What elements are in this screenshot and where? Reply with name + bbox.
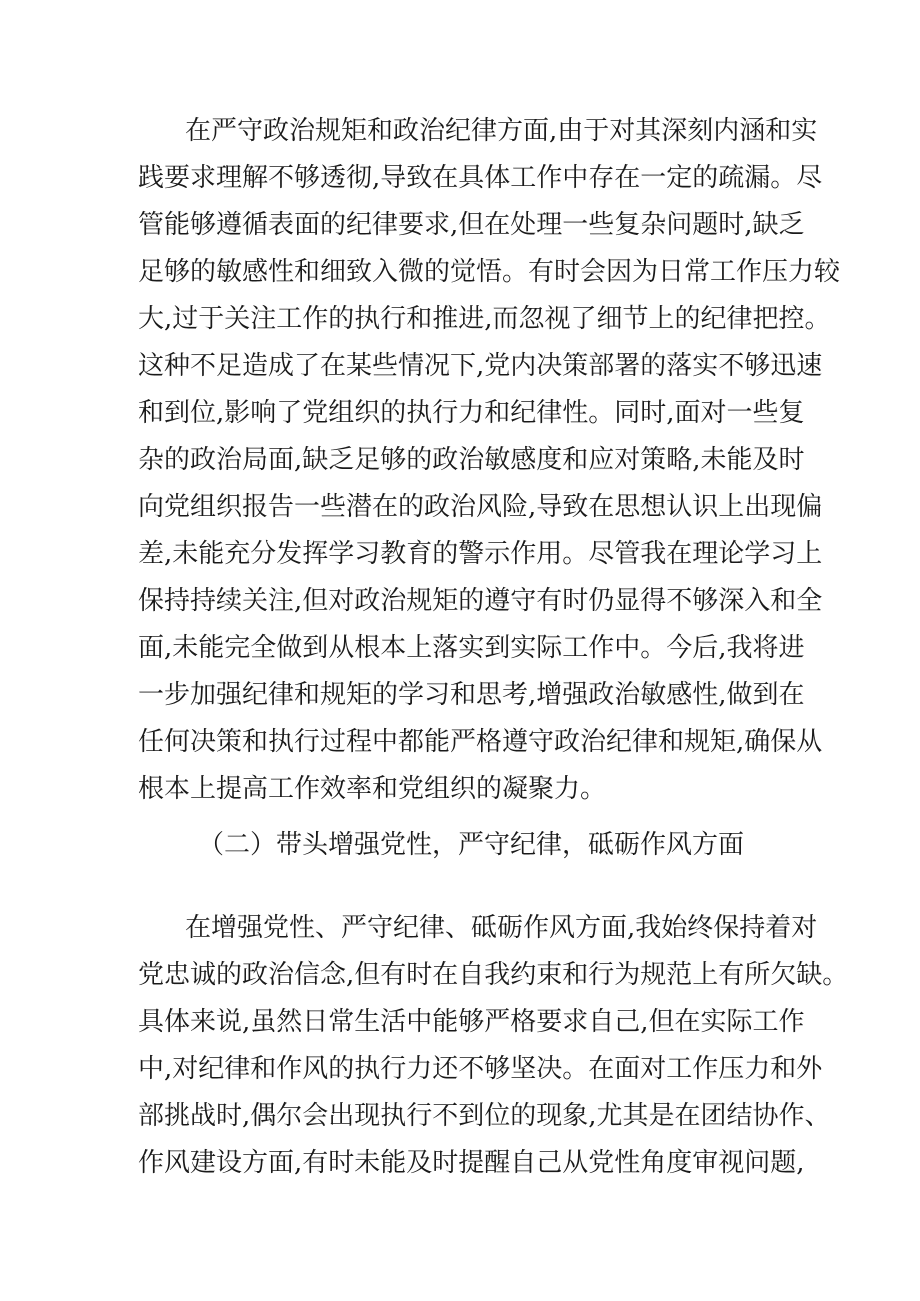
text-line: 在严守政治规矩和政治纪律方面,由于对其深刻内涵和实 bbox=[185, 116, 818, 146]
text-line: 部挑战时,偶尔会出现执行不到位的现象,尤其是在团结协作、 bbox=[138, 1101, 831, 1131]
paragraph-2-line bbox=[0, 1002, 920, 1042]
paragraph-2-line bbox=[0, 1049, 920, 1089]
text-line: 中,对纪律和作风的执行力还不够坚决。在面对工作压力和外 bbox=[138, 1054, 823, 1084]
text-line: 在增强党性、严守纪律、砥砺作风方面,我始终保持着对 bbox=[185, 913, 818, 943]
text-line: 面,未能完全做到从根本上落实到实际工作中。今后,我将进 bbox=[138, 633, 805, 663]
text-line: 管能够遵循表面的纪律要求,但在处理一些复杂问题时,缺乏 bbox=[138, 210, 805, 240]
paragraph-1-line bbox=[0, 487, 920, 527]
paragraph-1-line bbox=[0, 299, 920, 339]
text-line: 践要求理解不够透彻,导致在具体工作中存在一定的疏漏。尽 bbox=[138, 163, 823, 193]
paragraph-2-line bbox=[0, 1143, 920, 1183]
text-line: 一步加强纪律和规矩的学习和思考,增强政治敏感性,做到在 bbox=[138, 680, 805, 710]
paragraph-1-line bbox=[0, 675, 920, 715]
text-line: 任何决策和执行过程中都能严格遵守政治纪律和规矩,确保从 bbox=[138, 727, 823, 757]
paragraph-1-line bbox=[0, 252, 920, 292]
text-line: 保持持续关注,但对政治规矩的遵守有时仍显得不够深入和全 bbox=[138, 586, 823, 616]
paragraph-1-line bbox=[0, 346, 920, 386]
paragraph-1-line bbox=[0, 534, 920, 574]
paragraph-2-line bbox=[0, 1096, 920, 1136]
text-line: 差,未能充分发挥学习教育的警示作用。尽管我在理论学习上 bbox=[138, 539, 823, 569]
section-heading bbox=[0, 825, 920, 865]
paragraph-1-line bbox=[0, 628, 920, 668]
paragraph-1-line bbox=[0, 581, 920, 621]
text-line: 向党组织报告一些潜在的政治风险,导致在思想认识上出现偏 bbox=[138, 492, 823, 522]
paragraph-1-line bbox=[0, 205, 920, 245]
text-line: 作风建设方面,有时未能及时提醒自己从党性角度审视问题, bbox=[138, 1148, 805, 1178]
section-heading-text: （二）带头增强党性，严守纪律，砥砺作风方面 bbox=[198, 830, 745, 860]
text-line: 具体来说,虽然日常生活中能够严格要求自己,但在实际工作 bbox=[138, 1007, 805, 1037]
paragraph-2-line bbox=[0, 908, 920, 948]
text-line: 党忠诚的政治信念,但有时在自我约束和行为规范上有所欠缺。 bbox=[138, 960, 849, 990]
paragraph-1-line bbox=[0, 393, 920, 433]
paragraph-1-line bbox=[0, 769, 920, 809]
text-line: 根本上提高工作效率和党组织的凝聚力。 bbox=[138, 774, 607, 804]
text-line: 大,过于关注工作的执行和推进,而忽视了细节上的纪律把控。 bbox=[138, 304, 831, 334]
paragraph-2-line bbox=[0, 955, 920, 995]
text-line: 这种不足造成了在某些情况下,党内决策部署的落实不够迅速 bbox=[138, 351, 823, 381]
paragraph-1-line bbox=[0, 158, 920, 198]
paragraph-1-line bbox=[0, 722, 920, 762]
text-line: 和到位,影响了党组织的执行力和纪律性。同时,面对一些复 bbox=[138, 398, 805, 428]
paragraph-1-line bbox=[0, 440, 920, 480]
text-line: 足够的敏感性和细致入微的觉悟。有时会因为日常工作压力较 bbox=[138, 257, 841, 287]
paragraph-1-line bbox=[0, 111, 920, 151]
text-line: 杂的政治局面,缺乏足够的政治敏感度和应对策略,未能及时 bbox=[138, 445, 805, 475]
